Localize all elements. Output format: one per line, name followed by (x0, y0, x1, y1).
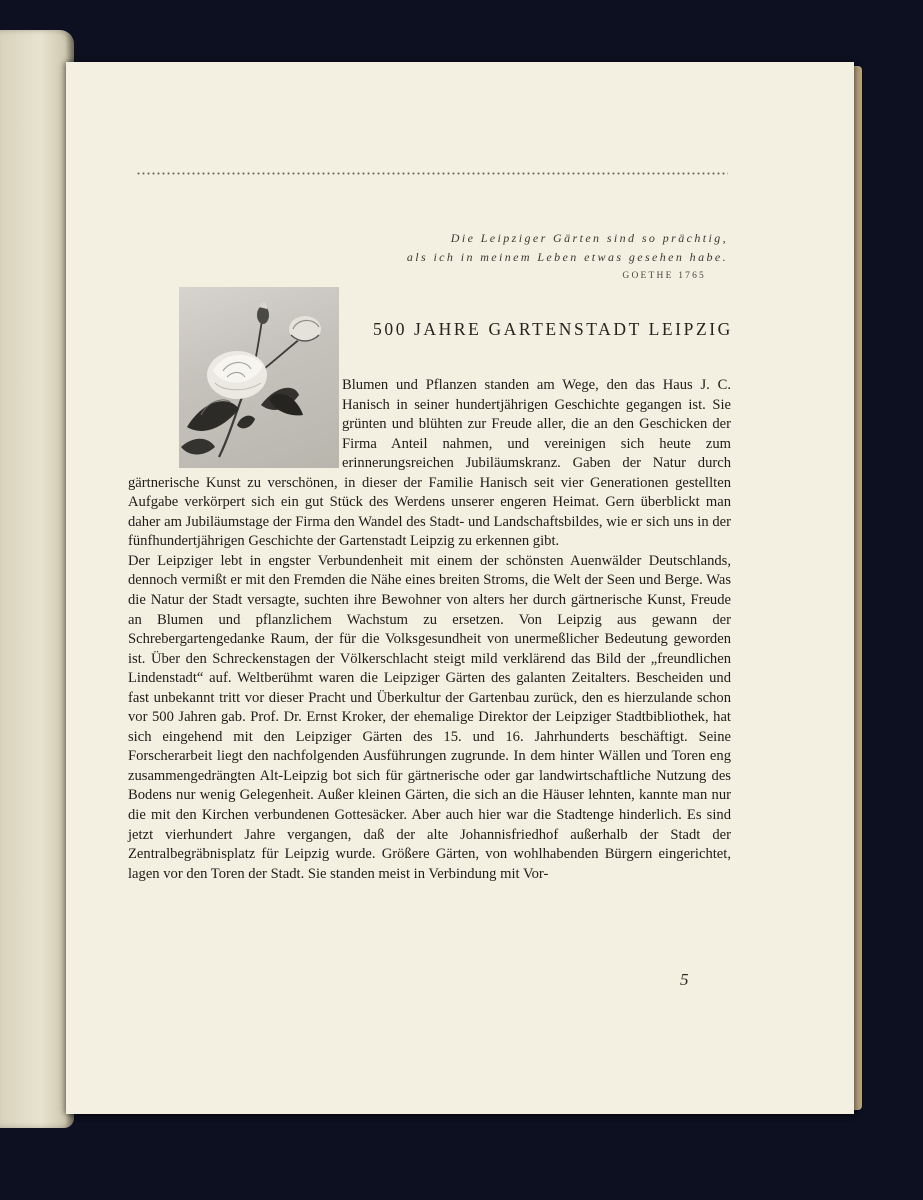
epigraph (407, 229, 728, 281)
page-number: 5 (680, 970, 689, 989)
epigraph-line-1: Die Leipziger Gärten sind so prächtig, (450, 231, 728, 245)
left-page-edge (0, 30, 74, 1128)
body-text (128, 376, 731, 884)
image-float-space (128, 376, 342, 472)
epigraph-source: GOETHE 1765 (622, 271, 706, 281)
dotted-rule (136, 172, 728, 175)
paragraph-1: Blumen und Pflanzen standen am Wege, den das Haus J. C. Hanisch in seiner hundertjährigen Geschichte gegangen ist. Sie grünten und blühten zur Freude aller, die an den Geschicken der Firma Anteil nahmen, und vereinigen sich heute zum erinnerungsreichen Jubiläumskranz. Gaben der Natur durch gärtnerische Kunst zu verschönen, in dieser der Familie Hanisch seit vier Generationen gestellten Aufgabe verkörpert sich ein gut Stück des Werdens unserer engeren Heimat. Gern überblickt man daher am Jubiläumstage der Firma den Wandel des Stadt- und Landschaftsbildes, wie er sich uns in der fünfhundertjährigen Geschichte der Gartenstadt Leipzig zu erkennen gibt. (128, 377, 731, 550)
chapter-title: 500 JAHRE GARTENSTADT LEIPZIG (373, 319, 733, 339)
paragraph-2: Der Leipziger lebt in engster Verbundenheit mit einem der schönsten Auenwälder Deutschlands, dennoch vermißt er mit den Fremden die Nähe eines breiten Stroms, die Welt der Seen und Berge. Was die Natur der Stadt versagte, suchten ihre Bewohner von alters her durch gärtnerische Kunst, Freude an Blumen und pflanzlichem Wachstum zu ersetzen. Von Leipzig aus gewann der Schrebergartengedanke Raum, der für die Volksgesundheit von unermeßlicher Bedeutung geworden ist. Über den Schreckenstagen der Völkerschlacht steigt mild verklärend das Bild der „freundlichen Lindenstadt“ auf. Weltberühmt waren die Leipziger Gärten des galanten Zeitalters. Bescheiden und fast unbekannt tritt vor dieser Pracht und Überkultur der Gartenbau zurück, den es hierzulande schon vor 500 Jahren gab. Prof. Dr. Ernst Kroker, der ehemalige Direktor der Leipziger Stadtbibliothek, hat sich eingehend mit den Leipziger Gärten des 15. und 16. Jahrhunderts beschäftigt. Seine Forscherarbeit liegt den nachfolgenden Ausführungen zugrunde. In dem hinter Wällen und Toren eng zusammengedrängten Alt-Leipzig bot sich für gärtnerische oder gar landwirtschaftliche Nutzung des Bodens nur wenig Gelegenheit. Außer kleinen Gärten, die sich an die Häuser lehnten, kannte man nur die mit den Kirchen verbundenen Gottesäcker. Aber auch hier war die Stadtenge hinderlich. Es sind jetzt vierhundert Jahre vergangen, daß der alte Johannisfriedhof außerhalb der Stadt der Zentralbegräbnisplatz für Leipzig wurde. Größere Gärten, von wohlhabenden Bürgern eingerichtet, lagen vor den Toren der Stadt. Sie standen meist in Verbindung mit Vor- (128, 552, 731, 882)
epigraph-line-2: als ich in meinem Leben etwas gesehen habe. (406, 250, 728, 264)
